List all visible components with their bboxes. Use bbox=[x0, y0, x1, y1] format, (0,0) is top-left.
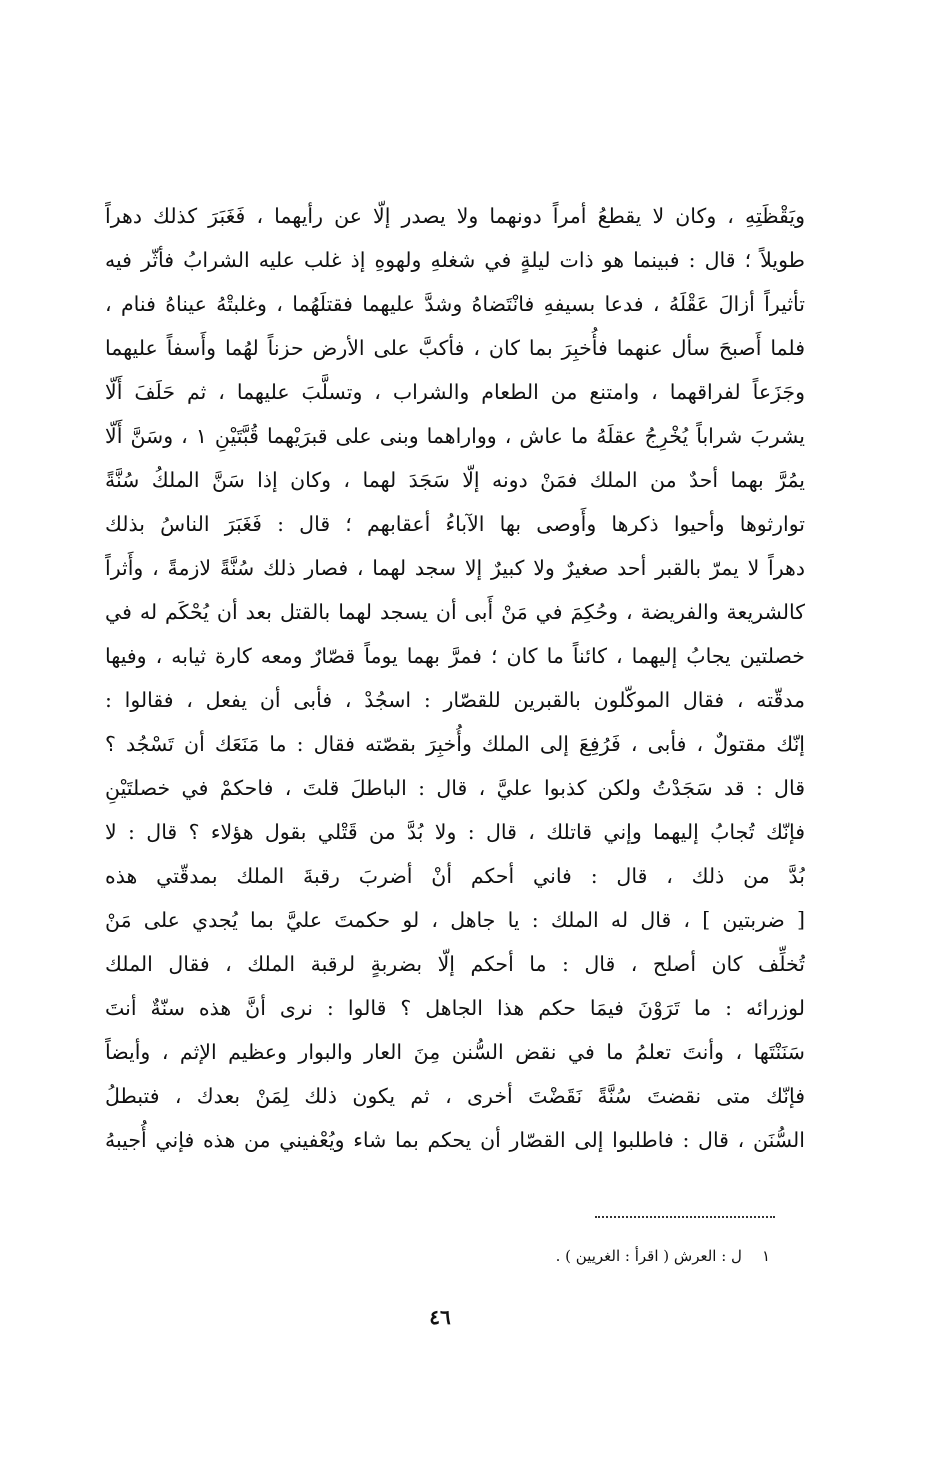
text-line: دهراً لا يمرّ بالقبر أحد صغيرٌ ولا كبيرٌ إلا سجد لهما ، فصار ذلك سُنَّةً لازمةً ، وأَثراً bbox=[105, 556, 805, 580]
page-number: ٤٦ bbox=[429, 1305, 451, 1329]
text-line: فلما أَصبحَ سأل عنهما فأُخبِرَ بما كان ، فأكبَّ على الأرض حزناً لهُما وأَسفاً عليهما bbox=[105, 336, 805, 360]
main-text-block bbox=[105, 194, 805, 1162]
text-line: إنّك مقتولٌ ، فأبى ، فَرُفِعَ إلى الملك وأُخبِرَ بقصّته فقال : ما مَنَعَك أن تَسْجُد ؟ bbox=[105, 732, 805, 756]
text-line: طويلاً ؛ قال : فبينما هو ذات ليلةٍ في شغلهِ ولهوهِ إذ غلب عليه الشرابُ فأثّر فيه bbox=[105, 248, 805, 272]
text-line: السُّنَن ، قال : فاطلبوا إلى القصّار أن يحكم بما شاء ويُعْفيني من هذه فإني أُجيبهُ bbox=[105, 1128, 805, 1152]
text-line: بُدَّ من ذلك ، قال : فاني أحكم أنْ أضربَ رقبةَ الملك بمدقّتي هذه bbox=[105, 864, 805, 888]
text-line: توارثوها وأحيوا ذكرها وأَوصى بها الآباءُ أعقابهم ؛ قال : فَغَبَرَ الناسُ بذلك bbox=[105, 512, 805, 536]
text-line: خصلتين يجابُ إليهما ، كائناً ما كان ؛ فمرَّ بهما يوماً قصّارٌ ومعه كارة ثيابه ، وفيها bbox=[105, 644, 805, 668]
text-line: ويَقْظَتِهِ ، وكان لا يقطعُ أمراً دونهما ولا يصدر إلّا عن رأيهما ، فَغَبَرَ كذلك دهراً bbox=[105, 204, 805, 228]
text-line: قال : قد سَجَدْتُ ولكن كذبوا عليَّ ، قال : الباطلَ قلتَ ، فاحكمْ في خصلتَيْنِ bbox=[105, 776, 805, 800]
footnote-separator bbox=[595, 1216, 775, 1218]
text-line: سَنَنْتَها ، وأنتَ تعلمُ ما في نقض السُّنن مِنَ العار والبوار وعظيم الإثم ، وأيضاً bbox=[105, 1040, 805, 1064]
text-line: تأثيراً أزالَ عَقْلَهُ ، فدعا بسيفهِ فانْتَضاهُ وشدَّ عليهما فقتلَهُما ، وغلبتْهُ عيناهُ فنام ، bbox=[105, 292, 805, 316]
text-line: تُخلِّف كان أصلح ، قال : ما أحكم إلّا بضربةٍ لرقبة الملك ، فقال الملك bbox=[105, 952, 805, 976]
text-line: كالشريعة والفريضة ، وحُكِمَ في مَنْ أَبى أن يسجد لهما بالقتل بعد أن يُحْكَم له في bbox=[105, 600, 805, 624]
footnote bbox=[470, 1244, 770, 1268]
text-line: فإنّك متى نقضتَ سُنَّةً نَقَضْتَ أخرى ، ثم يكون ذلك لِمَنْ بعدك ، فتبطلُ bbox=[105, 1084, 805, 1108]
text-line: وجَزَعاً لفراقهما ، وامتنع من الطعام والشراب ، وتسلَّبَ عليهما ، ثم حَلَفَ أَلّا bbox=[105, 380, 805, 404]
footnote-text: ل : العرش ( اقرأ : الغريين ) . bbox=[555, 1247, 742, 1265]
text-line: مدقّته ، فقال الموكّلون بالقبرين للقصّار : اسجُدْ ، فأبى أن يفعل ، فقالوا : bbox=[105, 688, 805, 712]
text-line: فإنّك تُجابُ إليهما وإني قاتلك ، قال : ولا بُدَّ من قَتْلي بقول هؤلاء ؟ قال : لا bbox=[105, 820, 805, 844]
text-line: [ ضربتين ] ، قال له الملك : يا جاهل ، لو حكمتَ عليَّ بما يُجدي على مَنْ bbox=[105, 908, 805, 932]
text-line: يمُرَّ بهما أحدٌ من الملك فمَنْ دونه إلّا سَجَدَ لهما ، وكان إذا سَنَّ الملكُ سُنَّةً bbox=[105, 468, 805, 492]
footnote-number: ١ bbox=[761, 1247, 770, 1265]
text-line: يشربَ شراباً يُخْرِجُ عقلَهُ ما عاش ، وواراهما وبنى على قبرَيْهما قُبَّتَيْنِ ١ ، وسَنَّ أَلّا bbox=[105, 424, 805, 448]
text-line: لوزرائه : ما تَرَوْنَ فيمَا حكم هذا الجاهل ؟ قالوا : نرى أنَّ هذه سنّةٌ أنتَ bbox=[105, 996, 805, 1020]
